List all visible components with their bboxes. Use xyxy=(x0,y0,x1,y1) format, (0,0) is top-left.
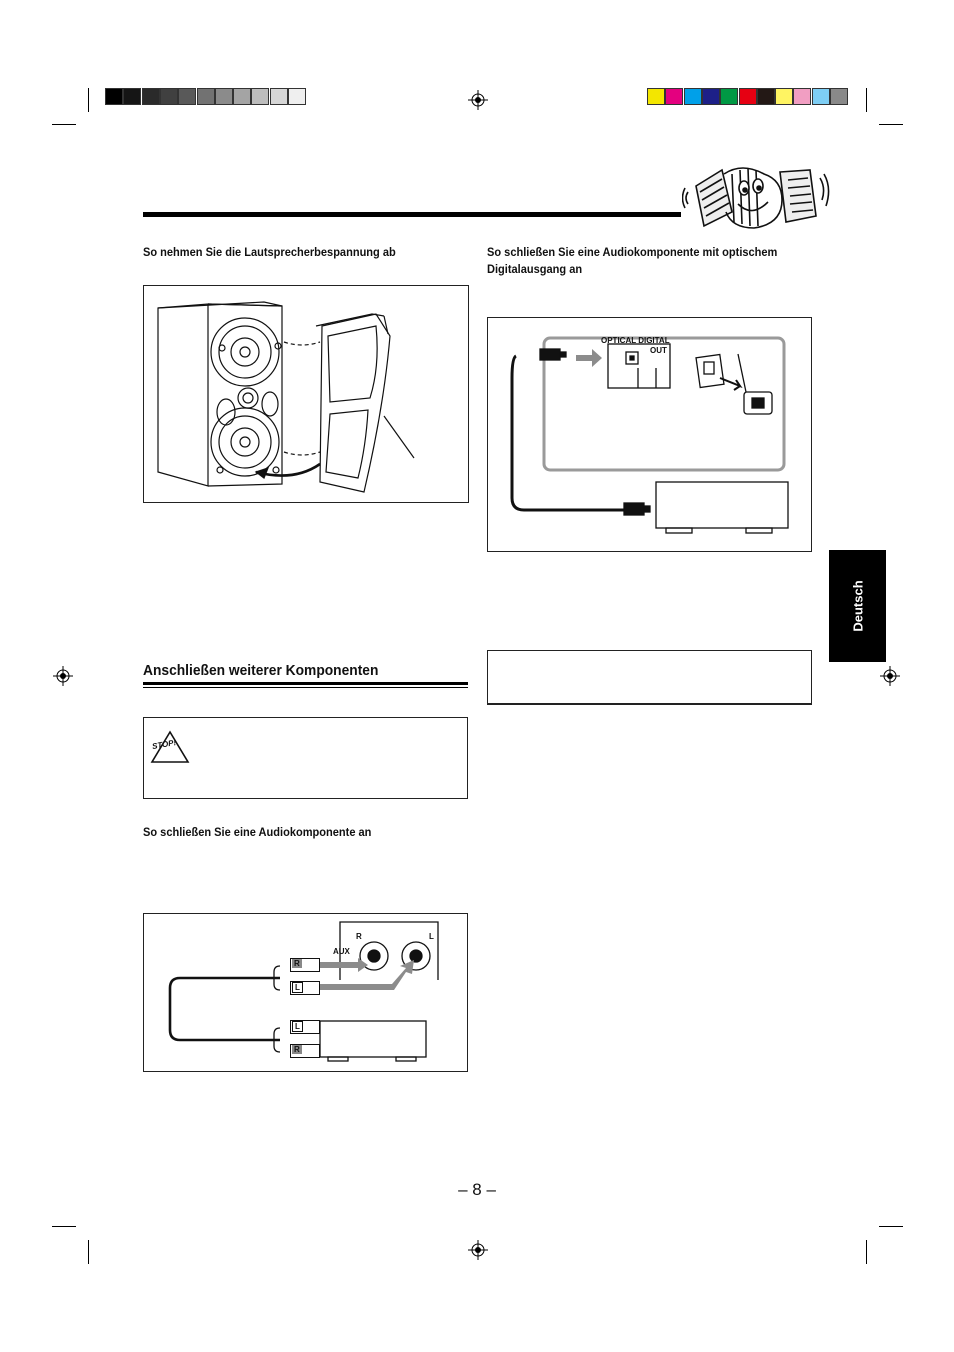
warning-box xyxy=(143,717,468,799)
optical-out-label: OUT xyxy=(650,346,667,355)
registration-mark-icon xyxy=(468,90,488,110)
color-swatch xyxy=(775,88,793,105)
note-box xyxy=(487,650,812,705)
aux-right-label: R xyxy=(356,932,362,941)
crop-mark xyxy=(866,88,867,112)
crop-mark xyxy=(52,124,76,125)
grayscale-swatch xyxy=(251,88,269,105)
color-swatch xyxy=(793,88,811,105)
grayscale-swatch xyxy=(197,88,215,105)
color-swatch xyxy=(647,88,665,105)
optical-connection-diagram xyxy=(487,317,812,552)
color-swatch xyxy=(830,88,848,105)
crop-mark xyxy=(866,1240,867,1264)
grayscale-swatch xyxy=(105,88,123,105)
section-title-rule xyxy=(143,682,468,685)
optical-heading-line2: Digitalausgang an xyxy=(487,262,583,276)
color-swatch xyxy=(665,88,683,105)
grayscale-swatch xyxy=(270,88,288,105)
aux-connection-diagram xyxy=(143,913,468,1072)
crop-mark xyxy=(52,1226,76,1227)
plug-r-label: R xyxy=(294,959,300,968)
plug-l-label: L xyxy=(292,1021,303,1032)
crop-mark xyxy=(879,124,903,125)
grayscale-swatch xyxy=(215,88,233,105)
crop-mark xyxy=(88,1240,89,1264)
accordion-mascot-illustration xyxy=(682,152,832,247)
aux-left-label: L xyxy=(429,932,434,941)
plug-r-label: R xyxy=(294,1045,300,1054)
speaker-grille-heading: So nehmen Sie die Lautsprecherbespannung ab xyxy=(143,245,396,259)
registration-mark-icon xyxy=(880,666,900,686)
grayscale-swatch xyxy=(160,88,178,105)
page-number: – 8 – xyxy=(458,1180,496,1199)
plug-l-label: L xyxy=(292,982,303,993)
grayscale-swatch xyxy=(288,88,306,105)
speaker-grille-diagram xyxy=(143,285,469,503)
grayscale-swatch xyxy=(178,88,196,105)
optical-heading-line1: So schließen Sie eine Audiokomponente mit optischem xyxy=(487,245,778,259)
section-title-rule xyxy=(143,687,468,688)
language-tab-label: Deutsch xyxy=(850,580,865,632)
registration-mark-icon xyxy=(468,1240,488,1260)
grayscale-swatch xyxy=(142,88,160,105)
color-swatch xyxy=(812,88,830,105)
language-tab xyxy=(829,550,886,662)
grayscale-swatch xyxy=(123,88,141,105)
color-swatch xyxy=(720,88,738,105)
grayscale-swatch xyxy=(233,88,251,105)
color-swatch xyxy=(702,88,720,105)
section-title: Anschließen weiterer Komponenten xyxy=(143,662,379,679)
aux-label: AUX xyxy=(333,947,350,956)
color-swatch xyxy=(757,88,775,105)
color-swatch xyxy=(739,88,757,105)
header-rule xyxy=(143,212,681,217)
audio-component-heading: So schließen Sie eine Audiokomponente an xyxy=(143,825,372,839)
stop-label: STOP! xyxy=(151,737,177,752)
color-swatch xyxy=(684,88,702,105)
registration-mark-icon xyxy=(53,666,73,686)
optical-digital-label: OPTICAL DIGITAL xyxy=(601,336,670,345)
crop-mark xyxy=(88,88,89,112)
crop-mark xyxy=(879,1226,903,1227)
